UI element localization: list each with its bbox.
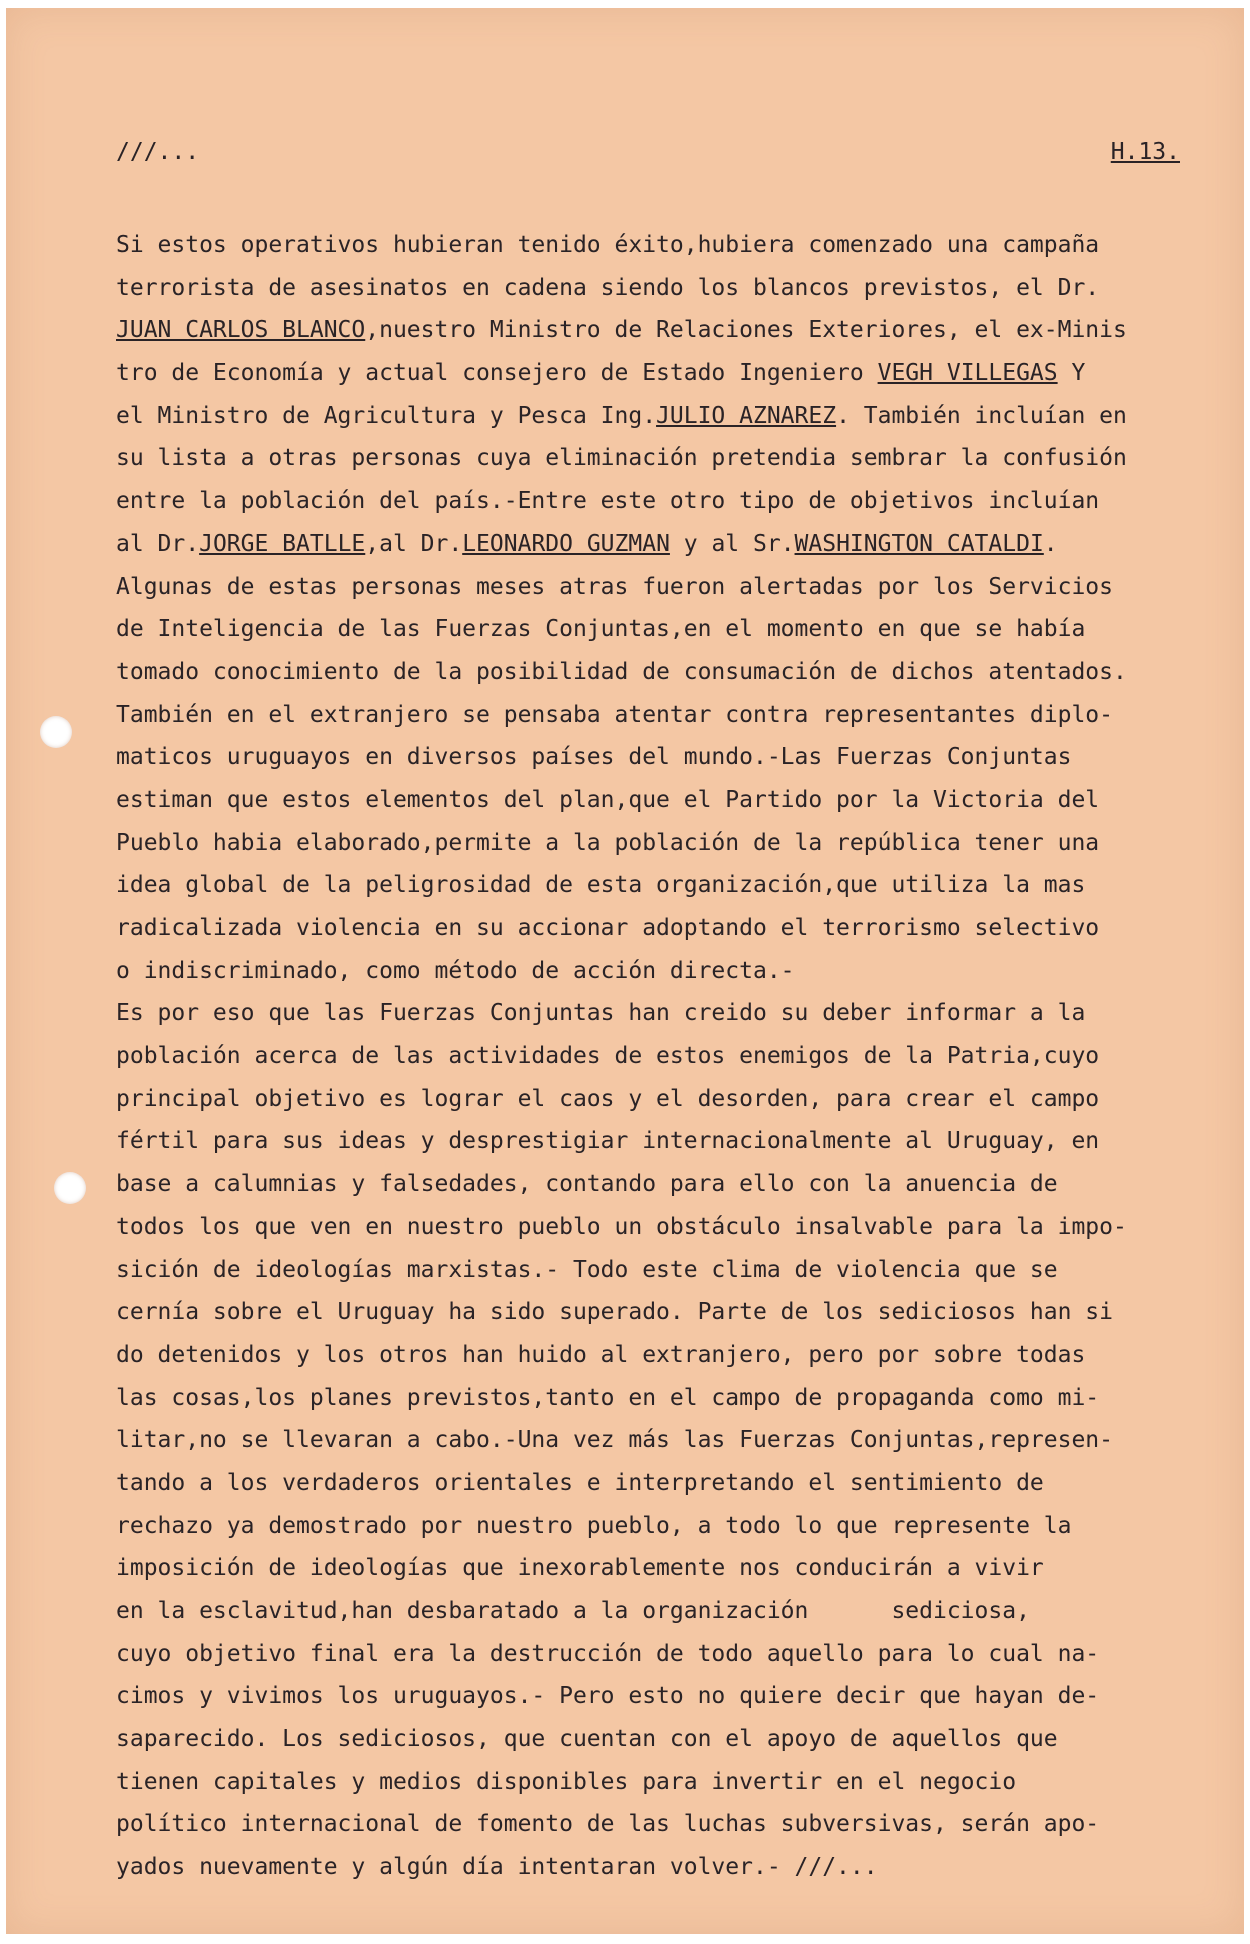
- text-line: [116, 1590, 1186, 1633]
- text-line: [116, 1078, 1186, 1121]
- text-line: [116, 437, 1186, 480]
- text-line: [116, 1633, 1186, 1676]
- underlined-name: LEONARDO GUZMAN: [462, 530, 670, 557]
- text-line: [116, 1291, 1186, 1334]
- text-line: [116, 1035, 1186, 1078]
- text-line: [116, 395, 1186, 438]
- text-segment: saparecido. Los sediciosos, que cuentan con el apoyo de aquellos que: [116, 1726, 1058, 1753]
- text-segment: También en el extranjero se pensaba atentar contra representantes diplo-: [116, 701, 1113, 728]
- text-line: [116, 566, 1186, 609]
- text-line: [116, 1377, 1186, 1420]
- text-line: [116, 992, 1186, 1035]
- text-segment: tando a los verdaderos orientales e interpretando el sentimiento de: [116, 1469, 1044, 1496]
- text-segment: estiman que estos elementos del plan,que el Partido por la Victoria del: [116, 786, 1100, 813]
- text-line: [116, 224, 1186, 267]
- text-line: [116, 1462, 1186, 1505]
- text-segment: principal objetivo es lograr el caos y el desorden, para crear el campo: [116, 1085, 1100, 1112]
- text-segment: terrorista de asesinatos en cadena siendo los blancos previstos, el Dr.: [116, 274, 1100, 301]
- text-line: [116, 480, 1186, 523]
- text-line: [116, 822, 1186, 865]
- text-line: [116, 1505, 1186, 1548]
- page-number: H.13.: [1110, 139, 1180, 165]
- text-segment: imposición de ideologías que inexorablemente nos conducirán a vivir: [116, 1555, 1044, 1582]
- text-segment: .: [1043, 530, 1058, 557]
- text-line: [116, 523, 1186, 566]
- text-line: [116, 1163, 1186, 1206]
- text-segment: litar,no se llevaran a cabo.-Una vez más las Fuerzas Conjuntas,represen-: [116, 1427, 1113, 1454]
- text-segment: su lista a otras personas cuya eliminación pretendia sembrar la confusión: [116, 445, 1127, 472]
- text-segment: al Dr.: [116, 530, 200, 557]
- text-segment: tro de Economía y actual consejero de Estado Ingeniero: [116, 360, 878, 387]
- text-line: [116, 309, 1186, 352]
- text-line: [116, 1803, 1186, 1846]
- text-segment: fértil para sus ideas y desprestigiar internacionalmente al Uruguay, en: [116, 1128, 1100, 1155]
- text-segment: Y: [1057, 360, 1086, 387]
- text-segment: político internacional de fomento de las luchas subversivas, serán apo-: [116, 1811, 1100, 1838]
- body-text: [116, 224, 1186, 1889]
- document-page: [6, 8, 1244, 1934]
- text-line: [116, 779, 1186, 822]
- text-line: [116, 1206, 1186, 1249]
- text-segment: y al Sr.: [669, 530, 795, 557]
- text-line: [116, 267, 1186, 310]
- text-line: [116, 1761, 1186, 1804]
- text-segment: idea global de la peligrosidad de esta organización,que utiliza la mas: [116, 872, 1086, 899]
- text-segment: cuyo objetivo final era la destrucción de todo aquello para lo cual na-: [116, 1640, 1100, 1667]
- text-line: [116, 1419, 1186, 1462]
- text-segment: ,al Dr.: [365, 530, 463, 557]
- text-segment: Es por eso que las Fuerzas Conjuntas han creido su deber informar a la: [116, 1000, 1086, 1027]
- typewritten-text: [116, 80, 1186, 1941]
- text-segment: tomado conocimiento de la posibilidad de consumación de dichos atentados.: [116, 658, 1127, 685]
- text-segment: yados nuevamente y algún día intentaran volver.- ///...: [116, 1854, 878, 1881]
- punch-hole: [54, 1172, 86, 1204]
- text-segment: cimos y vivimos los uruguayos.- Pero esto no quiere decir que hayan de-: [116, 1683, 1100, 1710]
- text-segment: do detenidos y los otros han huido al extranjero, pero por sobre todas: [116, 1341, 1086, 1368]
- underlined-name: JULIO AZNAREZ: [656, 402, 837, 429]
- text-line: [116, 864, 1186, 907]
- underlined-name: VEGH VILLEGAS: [877, 360, 1058, 387]
- punch-hole: [40, 716, 72, 748]
- text-line: [116, 1718, 1186, 1761]
- underlined-name: JUAN CARLOS BLANCO: [116, 317, 366, 344]
- text-line: [116, 950, 1186, 993]
- text-line: [116, 608, 1186, 651]
- text-segment: o indiscriminado, como método de acción directa.-: [116, 957, 795, 984]
- text-line: [116, 907, 1186, 950]
- text-segment: Si estos operativos hubieran tenido éxito,hubiera comenzado una campaña: [116, 232, 1100, 258]
- text-segment: radicalizada violencia en su accionar adoptando el terrorismo selectivo: [116, 915, 1100, 941]
- text-line: [116, 1249, 1186, 1292]
- text-segment: sición de ideologías marxistas.- Todo este clima de violencia que se: [116, 1256, 1058, 1283]
- text-line: [116, 1120, 1186, 1163]
- text-line: [116, 694, 1186, 737]
- text-segment: entre la población del país.-Entre este otro tipo de objetivos incluían: [116, 488, 1100, 515]
- text-line: [116, 1675, 1186, 1718]
- text-segment: población acerca de las actividades de estos enemigos de la Patria,cuyo: [116, 1043, 1100, 1070]
- text-segment: cernía sobre el Uruguay ha sido superado. Parte de los sediciosos han si: [116, 1299, 1113, 1326]
- text-segment: en la esclavitud,han desbaratado a la organización sediciosa,: [116, 1598, 1030, 1624]
- text-segment: base a calumnias y falsedades, contando para ello con la anuencia de: [116, 1171, 1058, 1198]
- page-header: [116, 132, 1186, 172]
- continuation-mark: ///...: [116, 139, 200, 165]
- text-line: [116, 651, 1186, 694]
- text-segment: rechazo ya demostrado por nuestro pueblo, a todo lo que represente la: [116, 1512, 1072, 1539]
- text-segment: el Ministro de Agricultura y Pesca Ing.: [116, 402, 657, 429]
- underlined-name: WASHINGTON CATALDI: [794, 530, 1044, 557]
- text-segment: . También incluían en: [836, 402, 1127, 429]
- text-segment: Algunas de estas personas meses atras fueron alertadas por los Servicios: [116, 573, 1113, 600]
- text-line: [116, 1846, 1186, 1889]
- text-segment: de Inteligencia de las Fuerzas Conjuntas,en el momento en que se había: [116, 616, 1086, 643]
- text-segment: Pueblo habia elaborado,permite a la población de la república tener una: [116, 829, 1100, 856]
- underlined-name: JORGE BATLLE: [199, 530, 366, 557]
- text-line: [116, 1334, 1186, 1377]
- text-line: [116, 736, 1186, 779]
- text-segment: tienen capitales y medios disponibles para invertir en el negocio: [116, 1768, 1017, 1795]
- text-line: [116, 1547, 1186, 1590]
- text-segment: maticos uruguayos en diversos países del mundo.-Las Fuerzas Conjuntas: [116, 744, 1072, 771]
- text-line: [116, 352, 1186, 395]
- text-segment: las cosas,los planes previstos,tanto en el campo de propaganda como mi-: [116, 1384, 1100, 1411]
- text-segment: todos los que ven en nuestro pueblo un obstáculo insalvable para la impo-: [116, 1213, 1127, 1240]
- text-segment: ,nuestro Ministro de Relaciones Exteriores, el ex-Minis: [365, 317, 1127, 344]
